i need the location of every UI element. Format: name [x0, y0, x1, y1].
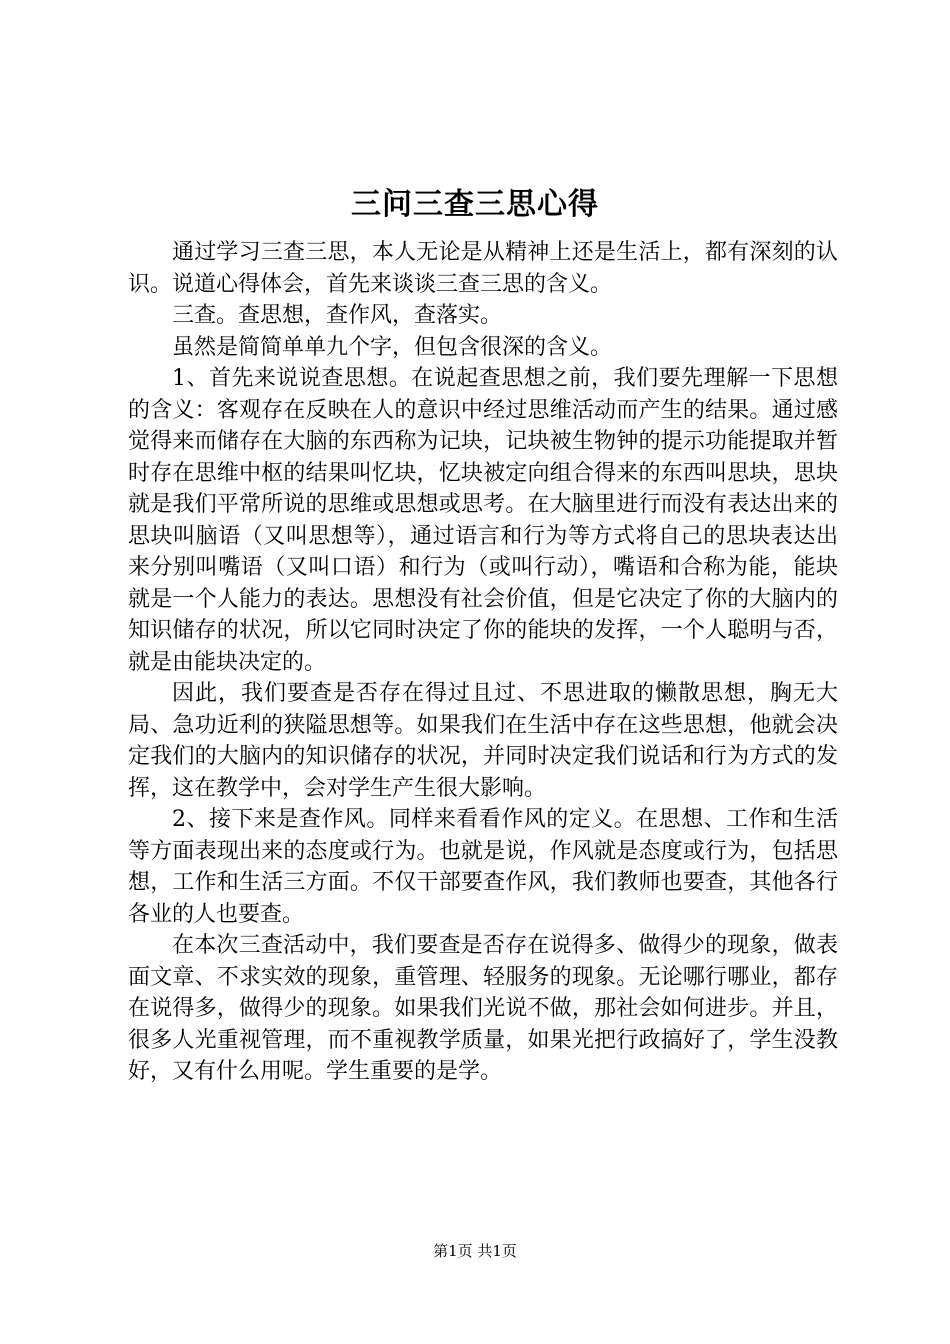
paragraph-three-checks: 三查。查思想，查作风，查落实。: [172, 303, 503, 328]
paragraph-check-thought: 1、首先来说说查思想。在说起查思想之前，我们要先理解一下思想的含义：客观存在反映在人的意识中经过思维活动而产生的结果。通过感觉得来而储存在大脑的东西称为记块，记块被生物钟的提示功能提取并暂时存在思维中枢的结果叫忆块，忆块被定向组合得来的东西叫思块，思块就是我们平常所说的思维或思想或思考。在大脑里进行而没有表达出来的思块叫脑语（又叫思想等），通过语言和行为等方式将自己的思块表达出来分别叫嘴语（又叫口语）和行为（或叫行动），嘴语和合称为能，能块就是一个人能力的表达。思想没有社会价值，但是它决定了你的大脑内的知识储存的状况，所以它同时决定了你的能块的发挥，一个人聪明与否，就是由能块决定的。: [128, 366, 838, 675]
paragraph-intro: 通过学习三查三思，本人无论是从精神上还是生活上，都有深刻的认识。说道心得体会，首先来谈谈三查三思的含义。: [128, 240, 838, 297]
paragraph-this-campaign: 在本次三查活动中，我们要查是否存在说得多、做得少的现象，做表面文章、不求实效的现象，重管理、轻服务的现象。无论哪行哪业，都存在说得多，做得少的现象。如果我们光说不做，那社会如何进步。并且，很多人光重视管理，而不重视教学质量，如果光把行政搞好了，学生没教好，又有什么用呢。学生重要的是学。: [128, 933, 838, 1084]
document-body: [128, 237, 838, 1088]
paragraph-therefore: 因此，我们要查是否存在得过且过、不思进取的懒散思想，胸无大局、急功近利的狭隘思想等。如果我们在生活中存在这些思想，他就会决定我们的大脑内的知识储存的状况，并同时决定我们说话和行为方式的发挥，这在教学中，会对学生产生很大影响。: [128, 681, 838, 801]
paragraph-check-style: 2、接下来是查作风。同样来看看作风的定义。在思想、工作和生活等方面表现出来的态度或行为。也就是说，作风就是态度或行为，包括思想，工作和生活三方面。不仅干部要查作风，我们教师也要查，其他各行各业的人也要查。: [128, 807, 838, 927]
paragraph-nine-characters: 虽然是简简单单九个字，但包含很深的含义。: [172, 334, 613, 360]
page-footer: 第1页 共1页: [433, 1242, 517, 1260]
document-title: 三问三查三思心得: [351, 187, 599, 222]
